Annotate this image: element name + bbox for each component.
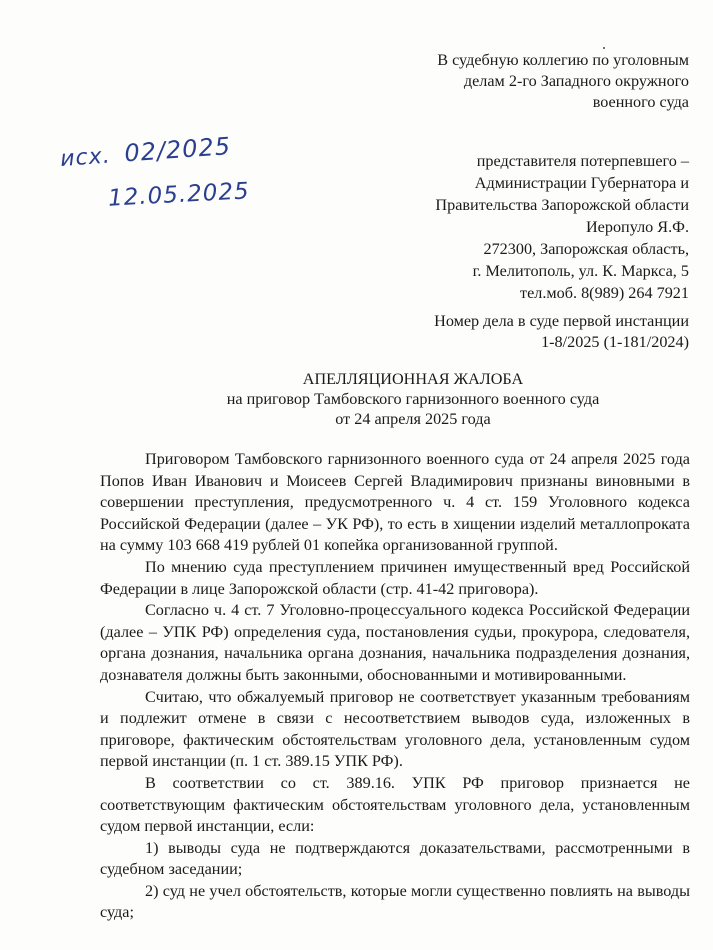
addressee-line: делам 2-го Западного окружного	[463, 72, 689, 90]
sender-line: Администрации Губернатора и	[474, 174, 689, 192]
sender-line: 272300, Запорожская область,	[483, 240, 689, 258]
sender-line: Правительства Запорожской области	[435, 196, 689, 214]
body-paragraph: 1) выводы суда не подтверждаются доказательствами, рассмотренными в судебном заседании;	[100, 838, 690, 879]
body-paragraph: 2) суд не учел обстоятельств, которые могли существенно повлиять на выводы суда;	[100, 881, 690, 922]
case-number-value: 1-8/2025 (1-181/2024)	[541, 333, 689, 351]
scan-speck	[603, 47, 605, 49]
sender-line: представителя потерпевшего –	[476, 152, 689, 170]
addressee-line: В судебную коллегию по уголовным	[437, 51, 689, 69]
document-title	[108, 369, 713, 429]
document-body	[100, 449, 690, 924]
title-date: от 24 апреля 2025 года	[335, 410, 491, 428]
title-subtitle: на приговор Тамбовского гарнизонного военного суда	[226, 390, 600, 408]
sender-line: тел.моб. 8(989) 264 7921	[520, 284, 689, 302]
handwritten-outgoing-number	[59, 132, 232, 172]
title-heading: АПЕЛЛЯЦИОННАЯ ЖАЛОБА	[302, 370, 524, 388]
body-paragraph: Считаю, что обжалуемый приговор не соответствует указанным требованиям и подлежит отмене в связи с несоответствием выводов суда, изложенных в приговоре, фактическим обстоятельствам уголовного дела, установленным судом первой инстанции (п. 1 ст. 389.15 УПК РФ).	[100, 687, 690, 771]
body-paragraph: Согласно ч. 4 ст. 7 Уголовно-процессуального кодекса Российской Федерации (далее – УПК РФ) определения суда, постановления судьи, прокурора, следователя, органа дознания, начальника органа дознания, начальника подразделения дознания, дознавателя должны быть законными, обоснованными и мотивированными.	[100, 601, 690, 684]
handwritten-outgoing-value: 02/2025	[123, 132, 232, 168]
addressee-line: военного суда	[592, 93, 689, 111]
body-paragraph: В соответствии со ст. 389.16. УПК РФ приговор признается не соответствующим фактическим обстоятельствам уголовного дела, установленным судом первой инстанции, если:	[100, 773, 690, 836]
addressee-block	[437, 50, 689, 113]
handwritten-date: 12.05.2025	[107, 178, 251, 212]
sender-line: Иеропуло Я.Ф.	[585, 218, 689, 236]
case-number-block	[434, 311, 689, 353]
sender-block	[435, 150, 689, 304]
body-paragraph: По мнению суда преступлением причинен имущественный вред Российской Федерации в лице Запорожской области (стр. 41-42 приговора).	[100, 557, 690, 598]
body-paragraph: Приговором Тамбовского гарнизонного военного суда от 24 апреля 2025 года Попов Иван Иванович и Моисеев Сергей Владимирович признаны виновными в совершении преступления, предусмотренного ч. 4 ст. 159 Уголовного кодекса Российской Федерации (далее – УК РФ), то есть в хищении изделий металлопроката на сумму 103 668 419 рублей 01 копейка организованной группой.	[100, 450, 690, 555]
handwritten-outgoing-label: исх.	[59, 143, 112, 172]
sender-line: г. Мелитополь, ул. К. Маркса, 5	[472, 262, 689, 280]
case-number-label: Номер дела в суде первой инстанции	[434, 312, 689, 330]
